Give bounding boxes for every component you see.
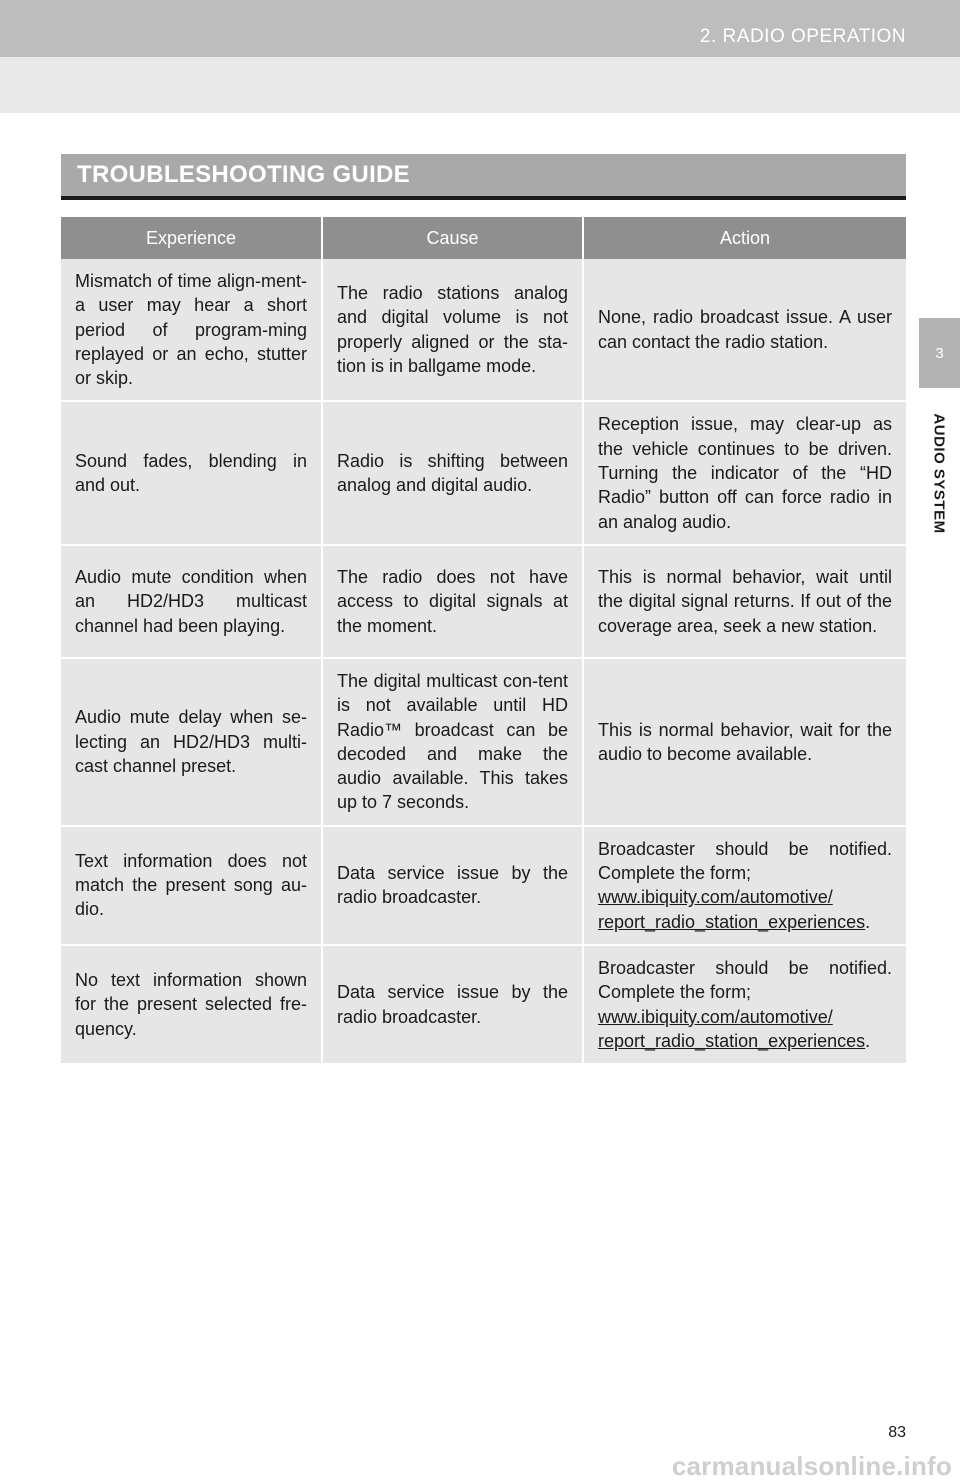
header-action: Action — [583, 217, 906, 259]
troubleshooting-table — [61, 217, 906, 1063]
table-row — [61, 945, 906, 1063]
header-bar — [0, 0, 960, 57]
action-cell: Reception issue, may clear-up as the vehicle continues to be driven. Turning the indicator of the “HD Radio” button off can force radio in an analog audio. — [583, 401, 906, 544]
form-link-part-1[interactable]: www.ibiquity.com/automotive/ — [598, 887, 833, 908]
chapter-tab-number: 3 — [919, 318, 960, 388]
cause-cell: The digital multicast con-tent is not available until HD Radio™ broadcast can be decoded and make the audio available. This takes up to 7 seconds. — [322, 658, 583, 826]
experience-cell: Mismatch of time align-ment- a user may hear a short period of program-ming replayed or an echo, stutter or skip. — [61, 259, 322, 401]
experience-cell: Sound fades, blending in and out. — [61, 401, 322, 544]
form-link-part-2[interactable]: report_radio_station_experiences — [598, 1030, 866, 1051]
form-link-part-1[interactable]: www.ibiquity.com/automotive/ — [598, 1006, 833, 1027]
form-link-part-2[interactable]: report_radio_station_experiences — [598, 911, 866, 932]
table-row — [61, 658, 906, 826]
action-end: . — [865, 911, 871, 932]
header-cause: Cause — [322, 217, 583, 259]
cause-cell: The radio does not have access to digital signals at the moment. — [322, 545, 583, 658]
cause-cell: Data service issue by the radio broadcaster. — [322, 826, 583, 945]
section-title — [61, 154, 906, 200]
action-text: Broadcaster should be notified. Complete the form; — [598, 838, 892, 884]
section-header: 2. RADIO OPERATION — [699, 26, 906, 47]
table-row — [61, 401, 906, 544]
action-end: . — [865, 1030, 871, 1051]
section-title-text: TROUBLESHOOTING GUIDE — [77, 161, 410, 188]
watermark-text: carmanualsonline.info — [671, 1451, 952, 1481]
experience-cell: Text information does not match the present song au-dio. — [61, 826, 322, 945]
action-text: Broadcaster should be notified. Complete the form; — [598, 957, 892, 1003]
action-cell: This is normal behavior, wait until the digital signal returns. If out of the coverage area, seek a new station. — [583, 545, 906, 658]
table-row — [61, 826, 906, 945]
header-experience: Experience — [61, 217, 322, 259]
cause-cell: Radio is shifting between analog and digital audio. — [322, 401, 583, 544]
table-row — [61, 545, 906, 658]
table-header-row — [61, 217, 906, 259]
header-band — [0, 57, 960, 113]
action-cell — [583, 826, 906, 945]
experience-cell: Audio mute delay when se-lecting an HD2/HD3 multi-cast channel preset. — [61, 658, 322, 826]
page-number: 83 — [888, 1424, 906, 1441]
cause-cell: Data service issue by the radio broadcaster. — [322, 945, 583, 1063]
experience-cell: No text information shown for the present selected fre-quency. — [61, 945, 322, 1063]
action-cell — [583, 945, 906, 1063]
chapter-tab-label — [919, 388, 960, 558]
experience-cell: Audio mute condition when an HD2/HD3 multicast channel had been playing. — [61, 545, 322, 658]
chapter-tab-text: AUDIO SYSTEM — [931, 412, 948, 534]
cause-cell: The radio stations analog and digital volume is not properly aligned or the sta-tion is in ballgame mode. — [322, 259, 583, 401]
action-cell: None, radio broadcast issue. A user can contact the radio station. — [583, 259, 906, 401]
table-row — [61, 259, 906, 401]
action-cell: This is normal behavior, wait for the audio to become available. — [583, 658, 906, 826]
